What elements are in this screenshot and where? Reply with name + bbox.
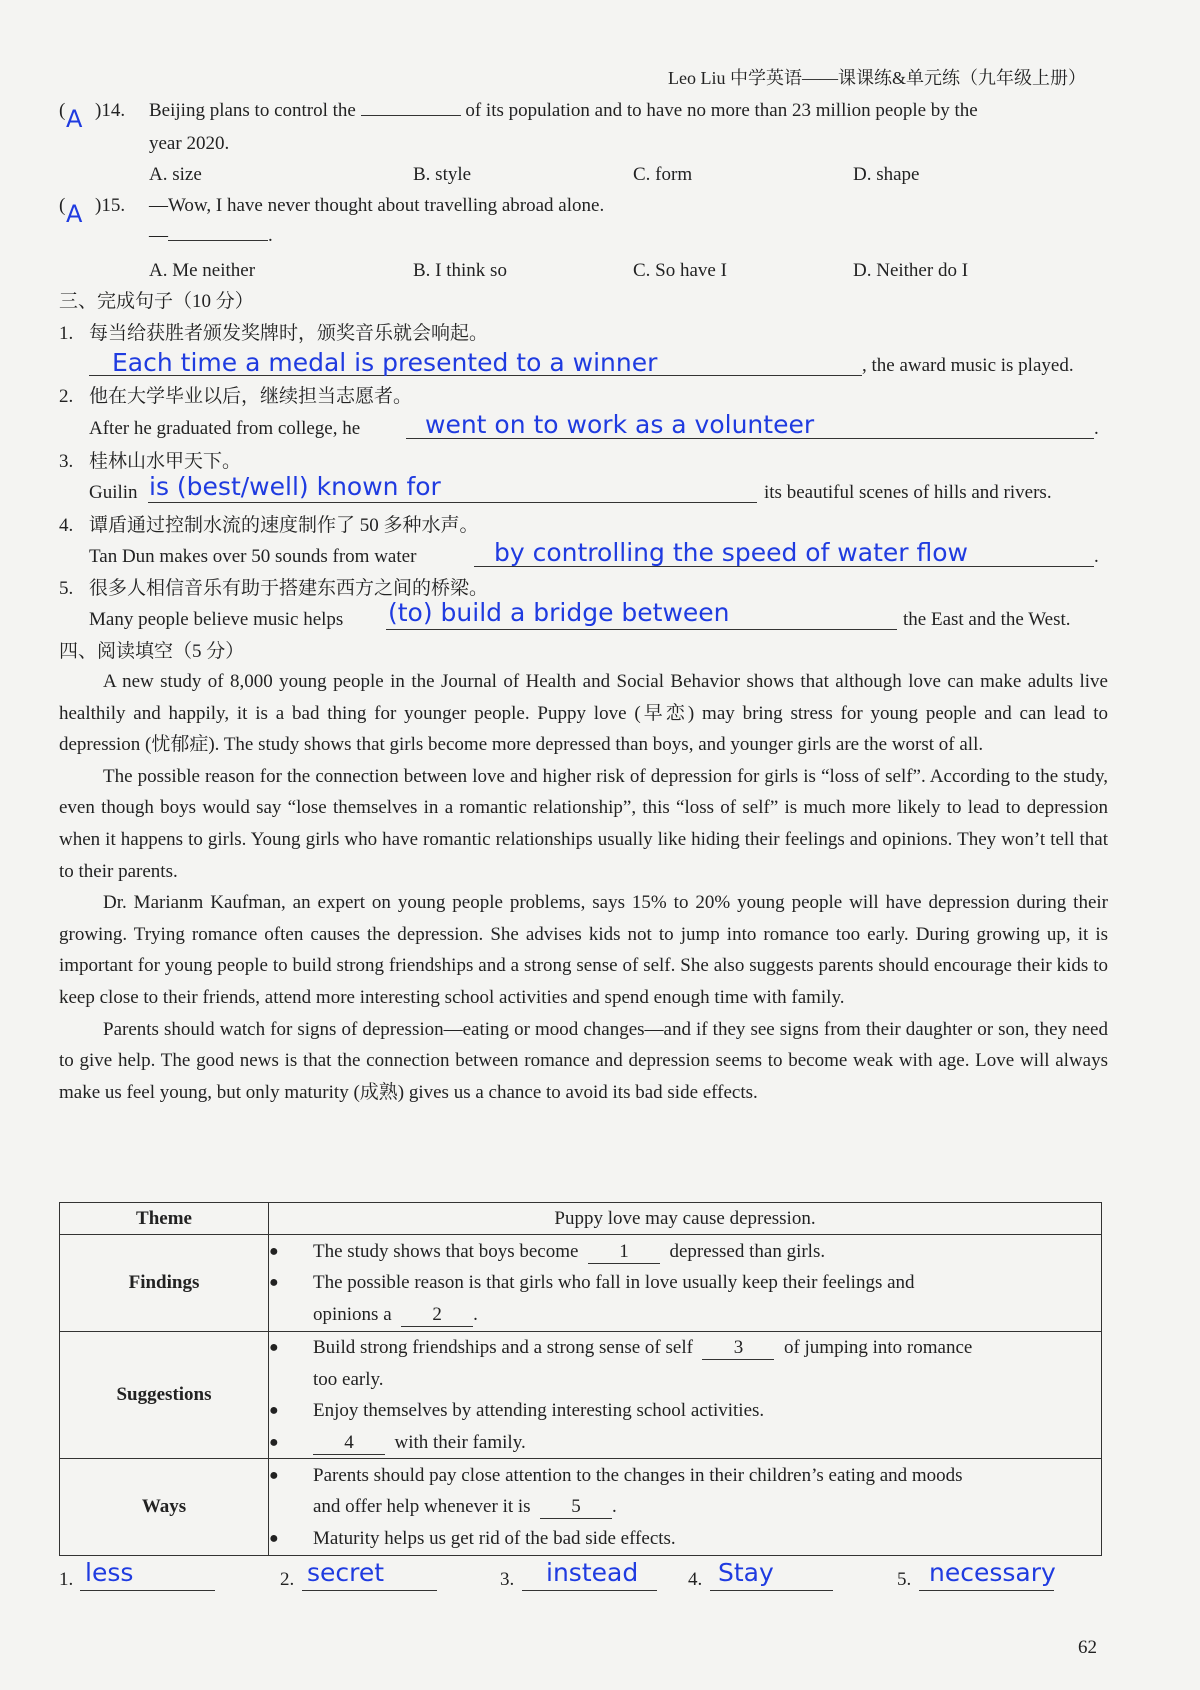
q15-option-d: D. Neither do I xyxy=(853,260,969,281)
answer-3-value: instead xyxy=(546,1558,639,1587)
way-1-line2: and offer help whenever it is xyxy=(313,1496,531,1518)
answer-2-num: 2. xyxy=(280,1569,295,1590)
answer-1-line xyxy=(80,1590,215,1591)
s3-item1-num: 1. xyxy=(59,323,74,344)
s3-item3-line xyxy=(148,502,757,503)
suggestions-cell xyxy=(269,1332,1102,1459)
passage-paragraph-4: Parents should watch for signs of depression—eating or mood changes—and if they see signs from their daughter or son, they need to give help. The good news is that the connection between romance and depression seems to become weak with age. Love will always make us feel young, but only maturity (成熟) gives us a chance to avoid its bad side effects. xyxy=(59,1018,1108,1103)
section3-title: 三、完成句子（10 分） xyxy=(59,291,254,312)
way-1 xyxy=(269,1460,1101,1523)
reading-passage xyxy=(59,666,1108,1108)
s3-item3-post: its beautiful scenes of hills and rivers. xyxy=(764,482,1052,503)
bullet-icon: ● xyxy=(269,1466,279,1484)
q14-blank xyxy=(361,114,461,116)
s3-item1-answer: Each time a medal is presented to a winner xyxy=(112,348,658,377)
section4-title: 四、阅读填空（5 分） xyxy=(59,641,245,662)
way-1-text: Parents should pay close attention to the changes in their children’s eating and moods xyxy=(313,1464,963,1486)
q15-option-b: B. I think so xyxy=(413,260,507,281)
page-header: Leo Liu 中学英语——课课练&单元练（九年级上册） xyxy=(668,68,1086,88)
way-1-post: . xyxy=(612,1496,617,1518)
suggestion-2-text: Enjoy themselves by attending interesting school activities. xyxy=(313,1400,765,1421)
q14-stem-after: of its population and to have no more than 23 million people by the xyxy=(465,100,978,121)
q15-blank xyxy=(168,239,268,241)
answer-3-line xyxy=(522,1590,657,1591)
s3-item5-answer: (to) build a bridge between xyxy=(388,598,730,627)
q14-option-d: D. shape xyxy=(853,164,920,185)
summary-table xyxy=(59,1202,1102,1556)
ways-cell xyxy=(269,1459,1102,1556)
q15-option-c: C. So have I xyxy=(633,260,727,281)
s3-item5-line xyxy=(386,629,897,630)
q15-paren: ( xyxy=(59,195,66,216)
way-2-text: Maturity helps us get rid of the bad side effects. xyxy=(313,1527,676,1549)
answer-4-line xyxy=(710,1590,833,1591)
answer-2-value: secret xyxy=(307,1558,385,1587)
bullet-icon: ● xyxy=(269,1433,279,1451)
bullet-icon: ● xyxy=(269,1402,279,1419)
s3-item5-post: the East and the West. xyxy=(903,609,1071,630)
suggestion-2 xyxy=(269,1395,1101,1427)
suggestion-1 xyxy=(269,1332,1101,1395)
s3-item4-answer: by controlling the speed of water flow xyxy=(494,538,968,567)
q14-stem xyxy=(149,99,978,123)
bullet-icon: ● xyxy=(269,1339,279,1356)
passage-paragraph-1: A new study of 8,000 young people in the Journal of Health and Social Behavior shows that although love can make adults live healthily and happily, it is a bad thing for younger people. Puppy love (早恋) may bring stress for young people and can lead to depression (忧郁症). The study shows that girls become more depressed than boys, and younger girls are the worst of all. xyxy=(59,671,1108,756)
s3-item1-cn: 每当给获胜者颁发奖牌时，颁奖音乐就会响起。 xyxy=(89,323,489,344)
s3-item4-num: 4. xyxy=(59,515,74,536)
answer-3-num: 3. xyxy=(500,1569,515,1590)
suggestion-1-pre: Build strong friendships and a strong sense of self xyxy=(313,1337,693,1358)
answer-2-line xyxy=(302,1590,437,1591)
s3-item1-post: , the award music is played. xyxy=(862,355,1074,376)
theme-label: Theme xyxy=(60,1203,269,1235)
blank-5: 5 xyxy=(540,1496,612,1519)
q14-option-c: C. form xyxy=(633,164,693,185)
bullet-icon: ● xyxy=(269,1242,279,1260)
answer-5-line xyxy=(919,1590,1054,1591)
finding-1-pre: The study shows that boys become xyxy=(313,1240,579,1262)
answer-4-value: Stay xyxy=(718,1558,774,1587)
suggestion-3 xyxy=(269,1427,1101,1459)
finding-2-line2: opinions a xyxy=(313,1303,392,1325)
q15-answer: A xyxy=(66,200,83,228)
finding-1-post: depressed than girls. xyxy=(669,1240,826,1262)
answer-1-value: less xyxy=(85,1558,134,1587)
s3-item5-cn: 很多人相信音乐有助于搭建东西方之间的桥梁。 xyxy=(89,578,489,599)
findings-label: Findings xyxy=(60,1235,269,1332)
suggestion-3-post: with their family. xyxy=(394,1431,526,1453)
suggestion-1-line2: too early. xyxy=(313,1368,384,1390)
s3-item3-cn: 桂林山水甲天下。 xyxy=(89,451,242,472)
q15-stem: —Wow, I have never thought about travelling abroad alone. xyxy=(149,195,605,216)
finding-1 xyxy=(269,1236,1101,1268)
s3-item4-cn: 谭盾通过控制水流的速度制作了 50 多种水声。 xyxy=(89,515,479,536)
answer-4-num: 4. xyxy=(688,1569,703,1590)
finding-2-post: . xyxy=(473,1303,478,1325)
s3-item5-pre: Many people believe music helps xyxy=(89,609,344,630)
s3-item2-cn: 他在大学毕业以后，继续担当志愿者。 xyxy=(89,386,413,407)
q15-option-a: A. Me neither xyxy=(149,260,256,281)
s3-item2-num: 2. xyxy=(59,386,74,407)
q14-answer: A xyxy=(66,105,83,133)
q14-option-b: B. style xyxy=(413,164,472,185)
suggestions-label: Suggestions xyxy=(60,1332,269,1459)
s3-item4-post: . xyxy=(1094,546,1099,567)
q15-number: )15. xyxy=(95,195,126,216)
blank-2: 2 xyxy=(401,1304,473,1327)
s3-item5-num: 5. xyxy=(59,578,74,599)
answer-5-value: necessary xyxy=(929,1558,1056,1587)
q14-number: )14. xyxy=(95,100,126,121)
blank-4: 4 xyxy=(313,1432,385,1455)
s3-item4-pre: Tan Dun makes over 50 sounds from water xyxy=(89,546,417,567)
q14-stem-text: Beijing plans to control the xyxy=(149,100,356,121)
s3-item2-answer: went on to work as a volunteer xyxy=(425,410,815,439)
q15-dash: — xyxy=(149,225,168,246)
findings-cell xyxy=(269,1235,1102,1332)
page-number: 62 xyxy=(1078,1637,1097,1658)
finding-2-pre: The possible reason is that girls who fall in love usually keep their feelings and xyxy=(313,1272,915,1294)
blank-1: 1 xyxy=(588,1241,660,1264)
answer-5-num: 5. xyxy=(897,1569,912,1590)
s3-item3-pre: Guilin xyxy=(89,482,138,503)
suggestion-1-post: of jumping into romance xyxy=(783,1337,973,1358)
ways-label: Ways xyxy=(60,1459,269,1556)
bullet-icon: ● xyxy=(269,1529,279,1547)
finding-2 xyxy=(269,1267,1101,1330)
passage-paragraph-3: Dr. Marianm Kaufman, an expert on young people problems, says 15% to 20% young people will have depression during their growing. Trying romance often causes the depression. She advises kids not to jump into romance too early. During growing up, it is important for young people to build strong friendships and a strong sense of self. She also suggests parents should encourage their kids to keep close to their friends, attend more interesting school activities and spend enough time with family. xyxy=(59,892,1108,1008)
s3-item2-post: . xyxy=(1094,418,1099,439)
passage-paragraph-2: The possible reason for the connection between love and higher risk of depression for girls is “loss of self”. According to the study, even though boys would say “lose themselves in a romantic relationship”, this “loss of self” is much more likely to lead to depression when it happens to girls. Young girls who have romantic relationships usually like hiding their feelings and opinions. They won’t tell that to their parents. xyxy=(59,765,1108,882)
theme-value: Puppy love may cause depression. xyxy=(269,1203,1102,1235)
q14-paren: ( xyxy=(59,100,66,121)
answer-1-num: 1. xyxy=(59,1569,74,1590)
s3-item3-num: 3. xyxy=(59,451,74,472)
s3-item2-pre: After he graduated from college, he xyxy=(89,418,361,439)
way-2 xyxy=(269,1523,1101,1555)
s3-item3-answer: is (best/well) known for xyxy=(149,472,441,501)
q14-option-a: A. size xyxy=(149,164,202,185)
bullet-icon: ● xyxy=(269,1274,279,1292)
blank-3: 3 xyxy=(702,1337,774,1360)
q14-line2: year 2020. xyxy=(149,133,230,154)
q15-line2: — . xyxy=(149,225,273,246)
